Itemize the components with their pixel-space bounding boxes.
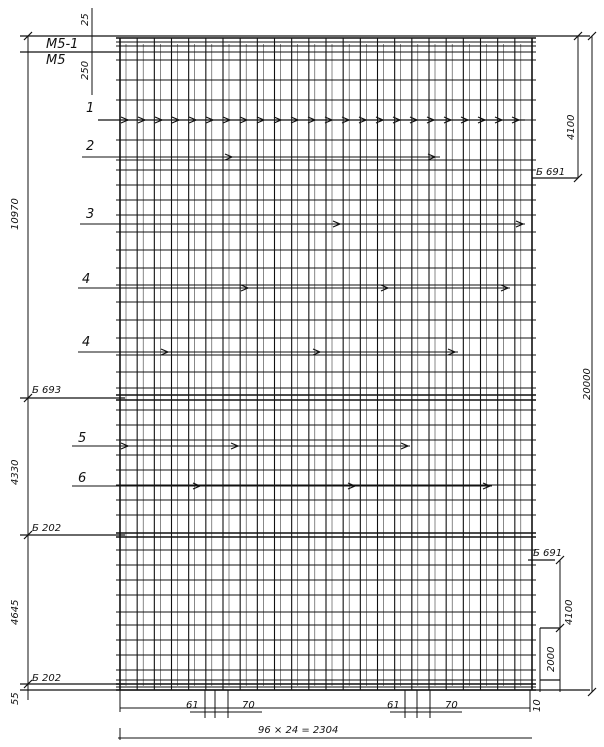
callout-3: 3 — [86, 207, 95, 222]
bottom-total-dimension: 96 × 24 = 2304 — [258, 725, 339, 736]
beam-b202-b: Б 202 — [32, 673, 62, 684]
mark-m5: М5 — [46, 53, 66, 68]
mark-m51: М5-1 — [46, 37, 79, 52]
dim-2000: 2000 — [546, 646, 557, 672]
dim-70-b: 70 — [445, 700, 458, 711]
dim-250: 250 — [80, 60, 91, 80]
dim-4100-top: 4100 — [566, 114, 577, 140]
dim-20000: 20000 — [582, 368, 593, 400]
dim-4330: 4330 — [10, 459, 21, 485]
beam-b691-a: Б 691 — [536, 167, 566, 178]
beam-b693: Б 693 — [32, 385, 62, 396]
callout-4a: 4 — [82, 272, 91, 287]
callout-1: 1 — [86, 101, 95, 116]
dim-10: 10 — [532, 699, 543, 712]
callout-4b: 4 — [82, 335, 91, 350]
beam-b691-b: Б 691 — [533, 548, 563, 559]
callout-5: 5 — [78, 431, 87, 446]
dim-4645: 4645 — [10, 599, 21, 625]
beam-b202-a: Б 202 — [32, 523, 62, 534]
dim-61-a: 61 — [186, 700, 199, 711]
dim-55: 55 — [10, 692, 21, 705]
dim-10970: 10970 — [10, 198, 21, 230]
dim-4100-bottom: 4100 — [564, 599, 575, 625]
dim-61-b: 61 — [387, 700, 400, 711]
callout-6: 6 — [78, 471, 87, 486]
dim-70-a: 70 — [242, 700, 255, 711]
dim-25: 25 — [80, 13, 91, 26]
callout-2: 2 — [86, 139, 95, 154]
